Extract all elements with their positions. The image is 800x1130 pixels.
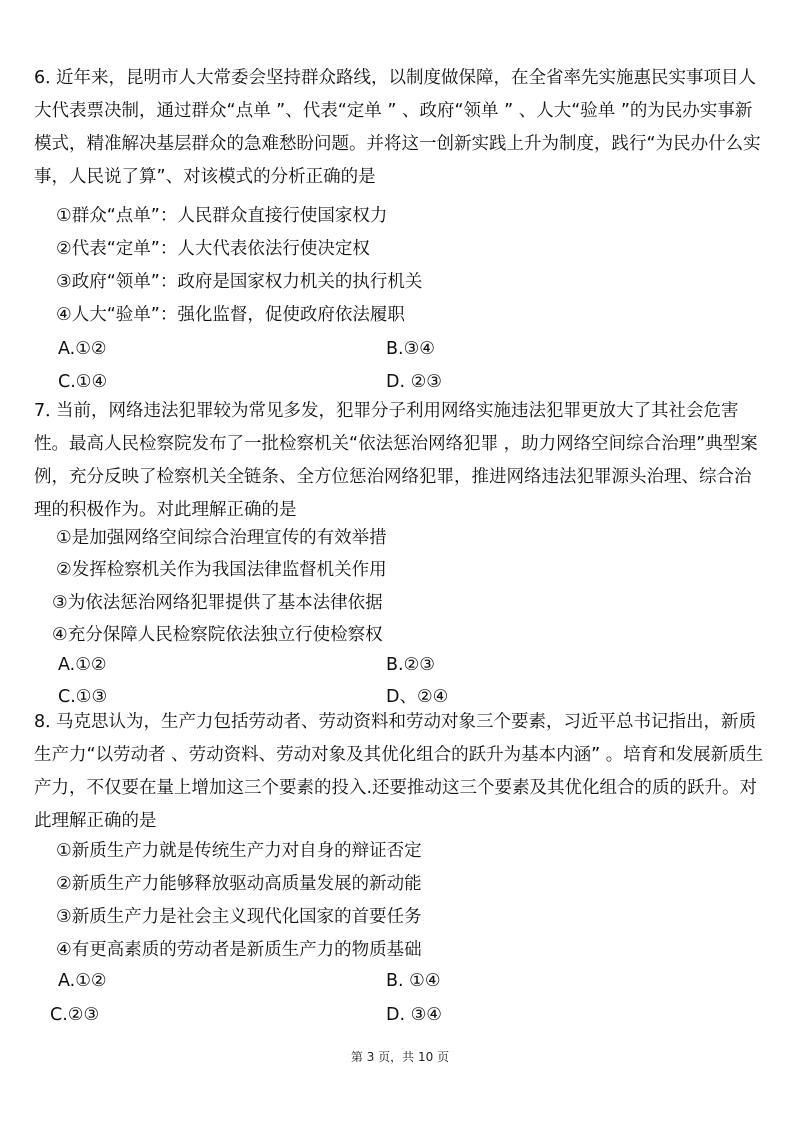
question-7-choice-a[interactable]: A.①② [58,655,107,675]
question-8-option-2: ②新质生产力能够释放驱动高质量发展的新动能 [56,874,422,894]
question-6-choice-b[interactable]: B.③④ [386,339,435,359]
question-number: 6． [34,68,63,88]
question-8-stem [34,706,764,838]
question-6-option-2: ②代表“定单”：人大代表依法行使决定权 [56,239,370,259]
question-text: 马克思认为，生产力包括劳动者、劳动资料和劳动对象三个要素，习近平总书记指出，新质生产力“以劳动者 、劳动资料、劳动对象及其优化组合的跃升为基本内涵” 。培育和发展新质生产力，不仅要在量上增加这三个要素的投入.还要推动这三个要素及其优化组合的质的跃升。对此理解正确的是 [34,712,764,831]
question-6-option-1: ①群众“点单”：人民群众直接行使国家权力 [56,206,388,226]
question-8-choice-a[interactable]: A.①② [58,971,107,991]
question-text: 近年来，昆明市人大常委会坚持群众路线，以制度做保障，在全省率先实施惠民实事项目人大代表票决制，通过群众“点单 ”、代表“定单 ” 、政府“领单 ” 、人大“验单 ”的为民办实事新模式，精准解决基层群众的急难愁盼问题。并将这一创新实践上升为制度，践行“为民办什么实事，人民说了算”、对该模式的分析正确的是 [34,68,761,187]
question-7-stem [34,395,764,527]
page-number-footer: 第 3 页，共 10 页 [350,1050,450,1064]
question-6-choice-a[interactable]: A.①② [58,339,107,359]
question-7-option-3: ③为依法惩治网络犯罪提供了基本法律依据 [52,593,383,613]
question-6-option-4: ④人大“验单”：强化监督，促使政府依法履职 [56,305,405,325]
question-6-option-3: ③政府“领单”：政府是国家权力机关的执行机关 [56,272,423,292]
question-8-choice-c[interactable]: C.②③ [50,1005,100,1025]
question-text: 当前，网络违法犯罪较为常见多发，犯罪分子利用网络实施违法犯罪更放大了其社会危害性。最高人民检察院发布了一批检察机关“依法惩治网络犯罪 ，助力网络空间综合治理”典型案例，充分反映了检察机关全链条、全方位惩治网络犯罪，推进网络违法犯罪源头治理、综合治理的积极作为。对此理解正确的是 [34,401,758,520]
question-7-option-2: ②发挥检察机关作为我国法律监督机关作用 [56,560,387,580]
question-7-option-1: ①是加强网络空间综合治理宣传的有效举措 [56,528,387,548]
question-number: 7． [34,401,63,421]
question-6-stem [34,62,764,194]
question-8-option-3: ③新质生产力是社会主义现代化国家的首要任务 [56,907,422,927]
question-8-choice-d[interactable]: D. ③④ [386,1005,442,1025]
question-6-choice-c[interactable]: C.①④ [58,372,108,392]
question-6-choice-d[interactable]: D. ②③ [386,372,442,392]
question-8-choice-b[interactable]: B. ①④ [386,971,441,991]
question-8-option-4: ④有更高素质的劳动者是新质生产力的物质基础 [56,940,422,960]
question-7-choice-d[interactable]: D、②④ [386,687,449,707]
question-7-option-4: ④充分保障人民检察院依法独立行使检察权 [52,625,383,645]
question-7-choice-b[interactable]: B.②③ [386,655,435,675]
question-7-choice-c[interactable]: C.①③ [58,687,108,707]
question-8-option-1: ①新质生产力就是传统生产力对自身的辩证否定 [56,841,422,861]
question-number: 8． [34,712,63,732]
